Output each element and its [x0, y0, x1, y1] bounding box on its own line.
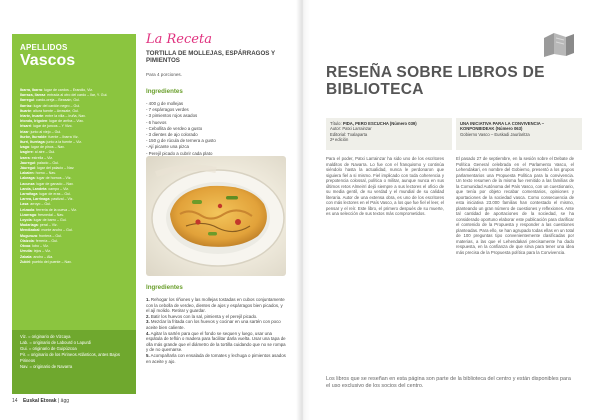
surname-term: Jáuregui: [20, 166, 35, 171]
surname-entry: [20, 260, 132, 265]
step-number: 1.: [146, 297, 150, 302]
surname-term: Olaizola: [20, 238, 34, 243]
preparation-steps: [146, 297, 286, 364]
surname-term: Ilarregui: [20, 98, 35, 103]
book2-title: UNA INICIATIVA PARA LA CONVIVENCIA – KONPONBIDEAK (Número 063): [460, 121, 545, 132]
surname-meaning: : horno – Nav.: [33, 171, 56, 176]
surname-meaning: : monte ancho – Gui.: [39, 228, 73, 233]
preparation-heading: Ingredientes: [146, 284, 183, 291]
surname-meaning: : ferrería – Gui.: [33, 238, 58, 243]
surname-meaning: : cardo-oreja – Beasain, Gui.: [34, 98, 80, 103]
legend-line: Nav. = originario de Navarra: [20, 364, 73, 369]
surname-term: Zubiri: [20, 259, 30, 264]
surname-meaning: : lejos – Viz.: [31, 249, 52, 254]
omelette-photo: [146, 156, 286, 276]
surname-meaning: : lugar de juncos – Y Vizc.: [31, 124, 73, 129]
surname-meaning: : palacio – Gui.: [34, 160, 59, 165]
review-caption: Los libros que se reseñan en esta página son parte de la biblioteca del centro y están disponibles para el uso exclusivo de los socios del centro.: [326, 376, 571, 389]
surname-meaning: : ferrería de la cueva – Viz.: [34, 207, 78, 212]
surname-term: Ilarraza, Ilarraz: [20, 93, 46, 98]
surname-meaning: : entrada al otro del cardo – Ilar, Y. Gui.: [45, 93, 108, 98]
surname-meaning: : pastizal – Viz.: [49, 197, 74, 202]
surname-term: Iriondo, Irigoien: [20, 119, 48, 124]
legend-line: Lab. = originario de Labourd o Lapurdi: [20, 340, 92, 345]
surname-term: Ituarte: [20, 108, 31, 113]
book1-title: PIDA, PERO ESCUCHA (Número 039): [342, 121, 417, 126]
surnames-sidebar: [12, 34, 136, 394]
surname-term: Jauregui: [20, 160, 35, 165]
ingredient-item: - 3 dientes de ajo colorado: [146, 132, 198, 138]
surname-meaning: : lugar de hornos – Viz.: [34, 176, 72, 181]
book-info-1: [326, 118, 452, 150]
surname-term: Mendizabal: [20, 228, 40, 233]
surname-term: Labaien: [20, 171, 34, 176]
ingredient-item: - 400 g de mollejas: [146, 101, 184, 106]
legend-line: Gui. = originario de Guipúzcoa: [20, 346, 77, 351]
surname-meaning: : lugar de pinos – Nav.: [29, 145, 65, 150]
preparation-step: [146, 353, 286, 364]
ingredient-item: - Ají picante una pizca: [146, 144, 189, 150]
book1-author: Autor: Patxi Larrainzar: [330, 126, 372, 132]
surname-term: Iriarte, Iruarte: [20, 114, 44, 119]
surname-term: Ilarriaz: [20, 103, 32, 108]
surname-term: Otxoa: [20, 244, 31, 249]
surname-term: Izaga: [20, 145, 29, 150]
surname-term: Labeaga: [20, 176, 35, 181]
surname-term: Larrañaga: [20, 192, 38, 197]
review-text-1: Para el poder, Patxi Larrainzar ha sido uno de los escritores malditos de Navarra. Lo fue con el franquismo y continúa siéndolo hasta la actualidad, nunca le perdonaron que siguiera fiel a si mismo. Fiel implicado con toda coherencia y prepotencia colossal, política o militar, aunque nunca en sus últimos retos Almeirri dejó siempre a sus lectores el oficio de su media gentil, de su verdad y el mundial de su calidad literaria. Autor de una extensa obra, es uno de los escritores con más lectores en el País Vasco, a los que fue fiel el leer, el pensar y el reír. Este libro, el primero después de su muerte, es una selección de sus textos más comprometidos.: [326, 156, 444, 216]
ingredient-item: - 150 g de rúcula de ternera a gusto: [146, 138, 216, 144]
recipe-servings: Para 4 porciones.: [146, 72, 183, 77]
surname-meaning: : fuente – Ibarra Viz.: [46, 134, 79, 139]
surname-term: Urrutia: [20, 249, 32, 254]
review-text-2: El pasado 27 de septiembre, en la sesión sobre el Debate de Política General celebrada en el Parlamento Vasco, el Lehendakari, en nombre del Gobierno, presentó a los grupos parlamentarios una Propuesta Política para la convivencia. Un texto resumen de la misma fue remitido a las familias de la Comunidad Autónoma del País Vasco, con un cuestionario, que tenía por objeto recabar comentarios, opiniones y aportaciones de la sociedad vasca. Como consecuencia de esta iniciativa 23.000 familias han contestado el mismo, planteando un gran número de cuestiones y reflexiones. Ante tal cantidad de aportaciones de la sociedad, se ha considerado oportuno elaborar este publicación para clarificar el contenido de la Propuesta y responder a las cuestiones planteadas. Para ello, se han agrupado todas ellas en un total de 100 preguntas tipo convenientemente clasificadas por materias, a las que el Lehendakari precisamente ha dado respuesta, en la confianza de que sirva para tener una idea más precisa de la Propuesta política para la Convivencia.: [456, 156, 575, 255]
surname-meaning: : junto a la fuente – Viz.: [44, 140, 83, 145]
surname-term: Landa, Landeta: [20, 186, 47, 191]
step-number: 5.: [146, 352, 150, 358]
surname-meaning: : frontera – Gui.: [36, 233, 62, 238]
surname-meaning: : al aire – Gui.: [32, 150, 56, 155]
step-text: Rehogar los riñones y las mollejas tostadas en cubos conjuntamente con la cebolla de verdeo, dientes de ajos y espárragos bien picados, y el ají molido. Retirar y guardar.: [146, 297, 285, 314]
surname-meaning: : lugar de eras – Gui.: [37, 192, 71, 197]
legend-line: Pir. = originario de los Pirineos Atlánticos, antes Bajos Pirineos: [20, 352, 120, 363]
step-number: 2.: [146, 313, 150, 319]
ingredient-item: - Cebollita de verdeo a gusto: [146, 125, 203, 131]
ingredient-item: - 7 espárragos verdes: [146, 107, 189, 113]
surname-term: Iturbe, Iturralde: [20, 134, 47, 139]
surname-meaning: : estrella – Viz.: [29, 155, 54, 160]
review-title: RESEÑA SOBRE LIBROS DE BIBLIOTECA: [326, 64, 545, 98]
preparation-step: [146, 331, 286, 353]
preparation-step: [146, 319, 286, 330]
surname-meaning: : pueblo del puente – Nav.: [29, 259, 72, 264]
surname-meaning: : ancho – Ala.: [31, 254, 54, 259]
surname-meaning: : altura fuente – Arrasate, Gui.: [30, 108, 79, 113]
surname-term: Ibarra, Ibarra: [20, 88, 42, 92]
surname-term: Larrea, Larrinaga: [20, 197, 50, 202]
origin-legend: [12, 330, 136, 394]
book2-author: Gobierno Vasco – Euskadi Jaurlaritza: [460, 131, 530, 137]
step-number: 4.: [146, 330, 150, 336]
ingredient-item: - Perejil picado a cubrir cada plato: [146, 150, 213, 156]
ingredient-item: - 6 huevos: [146, 119, 167, 125]
surname-term: Zabala: [20, 254, 32, 259]
surname-meaning: : lugar del cardón negro – Gui.: [31, 103, 81, 108]
books-icon: [542, 30, 576, 58]
step-text: Mezclar la fritada con los huevos y cocinar en una sartén con poco aceite bien caliente.: [146, 319, 281, 330]
surname-term: Madariaga: [20, 223, 38, 228]
surname-term: Irizar: [20, 129, 29, 134]
step-text: Agitar la sartén para que el fondo se sequen y luego, usar una espátula de teflón o madera para facilitar darla vuelta. Usar una tapa de olla más grande que el diámetro de la tortilla cuidando que no se rompa y de no quemarse.: [146, 330, 286, 353]
surname-meaning: : lugar de cardos – Erandio, Viz.: [41, 88, 94, 92]
surname-meaning: : junto al viejo – Gui.: [28, 129, 62, 134]
page-footer: [12, 398, 69, 404]
surname-term: Izarra: [20, 155, 30, 160]
step-number: 3.: [146, 319, 150, 325]
surname-list: [20, 88, 132, 265]
ingredients-heading: Ingredientes: [146, 88, 183, 95]
surname-meaning: : arroyo – Gui.: [28, 202, 51, 207]
book1-edition: 2ª edición: [330, 137, 349, 143]
surname-term: Lacunza: [20, 181, 35, 186]
legend-line: Viz. = originario de Vizcaya: [20, 334, 71, 339]
sidebar-title: Vascos: [20, 52, 76, 69]
ingredient-item: - 3 pimientos rojos asados: [146, 113, 198, 119]
surname-term: Leizaola: [20, 207, 35, 212]
step-text: Acompañarla con ensalada de tomates y lechuga o pimientos asados en aceite y ajo.: [146, 352, 286, 364]
book1-label: Título:: [330, 121, 343, 126]
surname-term: Lasa: [20, 202, 29, 207]
recipe-title: TORTILLA DE MOLLEJAS, ESPÁRRAGOS Y PIMIENTOS: [146, 50, 276, 65]
step-text: Batir los huevos con la sal, pimienta y el perejil picado.: [150, 313, 258, 319]
page-gutter: [296, 0, 310, 420]
sidebar-kicker: APELLIDOS: [20, 43, 68, 52]
surname-meaning: : entre la villa – Iruña, Nav.: [43, 114, 86, 119]
surname-meaning: : lobo – Viz.: [30, 244, 49, 249]
magazine-suffix: | ägg: [57, 398, 70, 404]
page-number: 14: [12, 398, 18, 404]
surname-meaning: : lugar de ganado – Nav.: [34, 181, 74, 186]
surname-meaning: : lugar del palacio – Nav.: [34, 166, 75, 171]
surname-meaning: : lugar de barro – Gui.: [31, 218, 67, 223]
surname-term: Muguruza: [20, 233, 37, 238]
surname-term: Iturri, Iturriaga: [20, 140, 45, 145]
surname-term: Loyola: [20, 218, 32, 223]
preparation-step: [146, 297, 286, 314]
surname-term: Izagirre: [20, 150, 33, 155]
book-info-2: [456, 118, 582, 150]
book1-publisher: Editorial: Txalaparta: [330, 131, 368, 137]
magazine-brand: Euskal Etxeak: [22, 398, 57, 404]
surname-term: Lizarraga: [20, 212, 36, 217]
surname-meaning: : campo – Viz.: [46, 186, 70, 191]
surname-meaning: : fresnedal – Nav.: [35, 212, 64, 217]
surname-meaning: : peral – Viz.: [37, 223, 58, 228]
surname-meaning: : lugar de arriba – Vizc.: [47, 119, 85, 124]
recipe-section-header: La Receta: [146, 32, 212, 47]
surname-term: Irisarri: [20, 124, 32, 129]
